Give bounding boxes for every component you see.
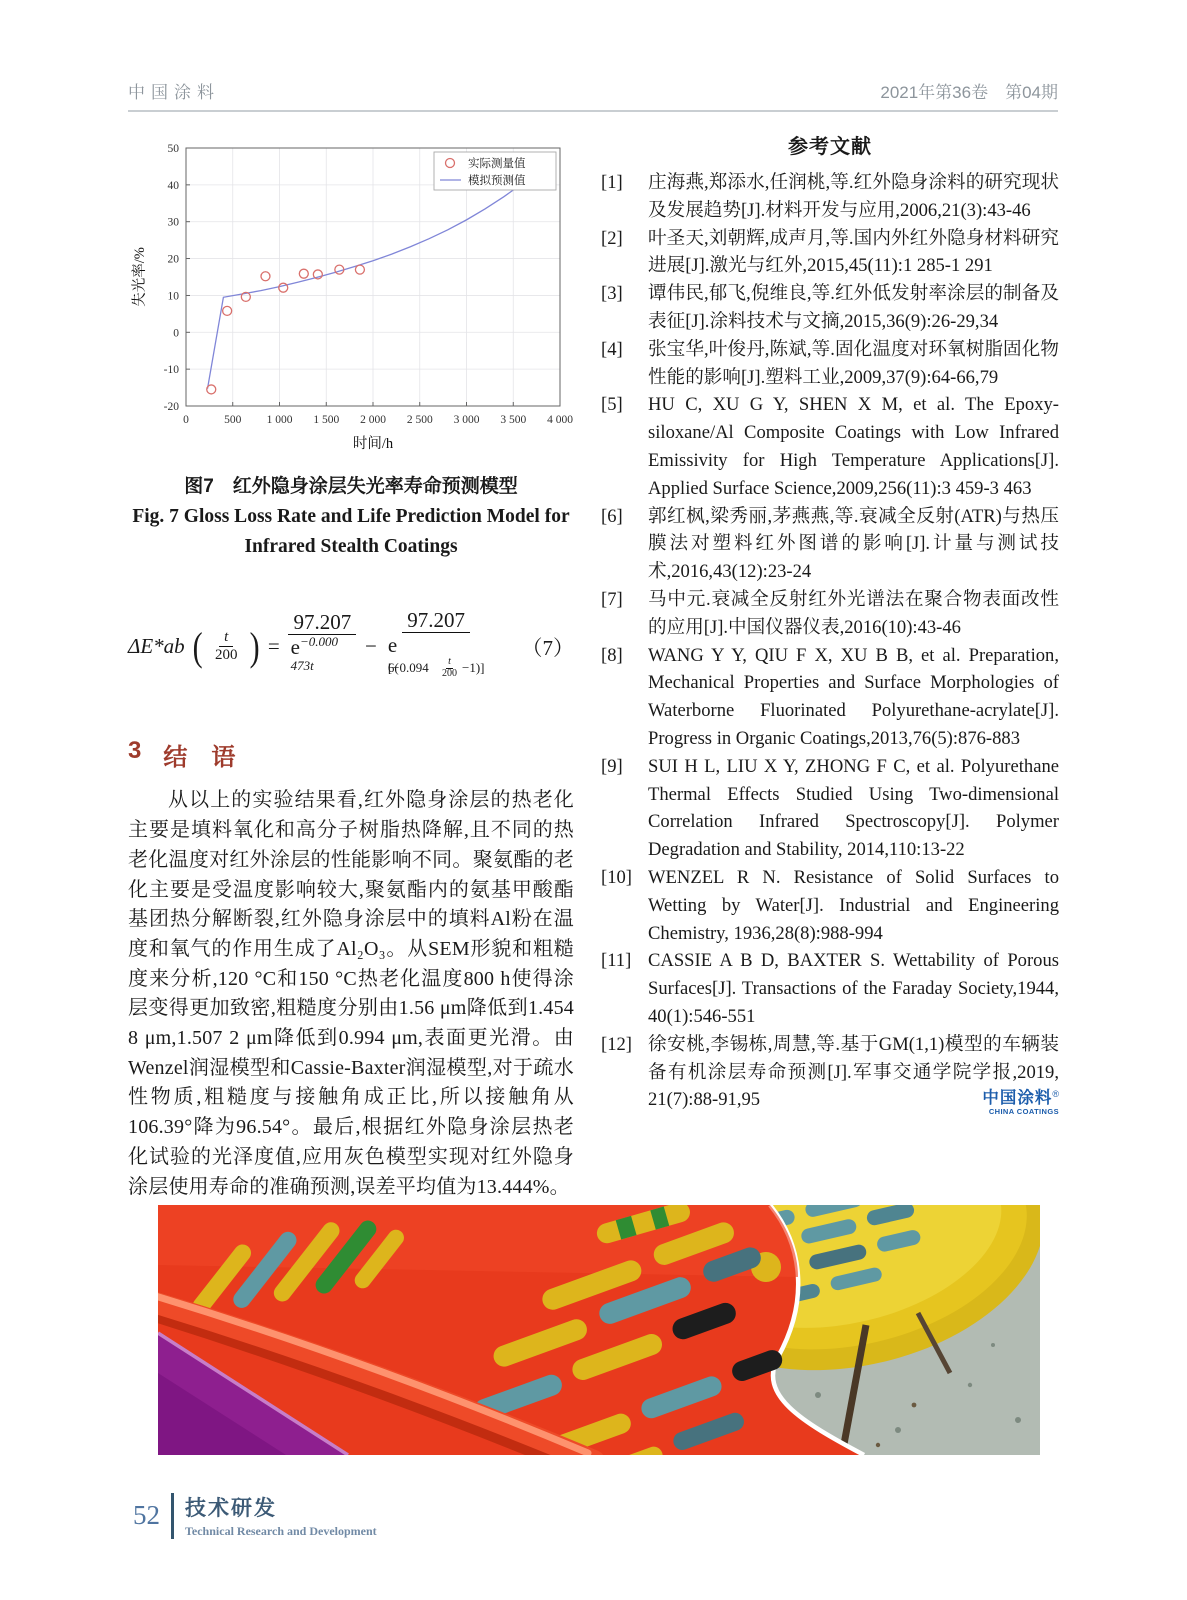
reference-item: [12] 徐安桃,李锡栋,周慧,等.基于GM(1,1)模型的车辆装备有机涂层寿命预测[J].军事交通学院学报,2019, 21(7):88-91,95 xyxy=(601,1033,1059,1111)
reference-item: [1] 庄海燕,郑添水,任润桃,等.红外隐身涂料的研究现状及发展趋势[J].材料开发与应用,2006,21(3):43-46 xyxy=(601,172,1059,221)
svg-text:40: 40 xyxy=(167,179,179,192)
logo-text-en: CHINA COATINGS xyxy=(988,1106,1059,1116)
equation-arg-fraction: $\frac{t}{200}$ xyxy=(214,628,238,664)
svg-text:-10: -10 xyxy=(163,364,179,377)
figure7-caption-en1: Fig. 7 Gloss Loss Rate and Life Prediction Model for xyxy=(132,506,570,527)
svg-text:1 500: 1 500 xyxy=(313,414,340,426)
figure7-caption-en2: Infrared Stealth Coatings xyxy=(244,536,458,557)
figure7-caption-zh: 图7 红外隐身涂层失光率寿命预测模型 xyxy=(184,476,518,497)
reference-item: [5] HU C, XU G Y, SHEN X M, et al. The Epoxy-siloxane/Al Composite Coatings with Low Infrared Emissivity for High Temperature Applications[J]. Applied Surface Science,2009,256(11):3 459-3 463 xyxy=(601,394,1059,499)
figure7-caption xyxy=(128,472,574,562)
journal-name: 中国涂料 xyxy=(128,83,220,102)
svg-text:0: 0 xyxy=(173,327,179,340)
svg-text:-20: -20 xyxy=(163,401,179,413)
page-number: 52 xyxy=(133,1500,160,1530)
svg-text:失光率/%: 失光率/% xyxy=(132,247,148,307)
equation-minus: − xyxy=(364,634,377,659)
page-footer xyxy=(133,1492,377,1539)
left-column xyxy=(128,136,574,1202)
conclusion-number: 3 xyxy=(128,737,142,765)
svg-text:4 000: 4 000 xyxy=(547,414,573,426)
svg-text:10: 10 xyxy=(167,290,179,303)
figure7-chart xyxy=(128,136,574,458)
equation-equals: = xyxy=(267,634,280,659)
reference-item: [2] 叶圣天,刘朝辉,成声月,等.国内外红外隐身材料研究进展[J].激光与红外,2015,45(11):1 285-1 291 xyxy=(601,227,1059,277)
conclusion-title: 结 语 xyxy=(163,744,236,772)
footer-divider xyxy=(171,1493,174,1539)
issue-info: 2021年第36卷 第04期 xyxy=(880,83,1058,102)
reference-item: [3] 谭伟民,郁飞,倪维良,等.红外低发射率涂层的制备及表征[J].涂料技术与文摘,2015,36(9):26-29,34 xyxy=(601,283,1059,332)
svg-text:30: 30 xyxy=(167,216,179,229)
chairs-photo xyxy=(158,1205,1040,1455)
logo-text-zh: 中国涂料 xyxy=(982,1089,1053,1107)
equation-7: ΔE*ab ( $\frac{t}{200}$ ) = $\frac{97.207}{e^{-0.000 473t}}$ − 97.207 e [−0.094 6( t 200 −1)] （7） xyxy=(128,608,574,685)
conclusion-paragraph: 从以上的实验结果看,红外隐身涂层的热老化主要是填料氧化和高分子树脂热降解,且不同的热老化温度对红外涂层的性能影响不同。聚氨酯的老化主要是受温度影响较大,聚氨酯内的氨基甲酸酯基团热分解断裂,红外隐身涂层中的填料Al粉在温度和氧气的作用生成了Al₂O₃。从SEM形貌和粗糙度来分析,120 °C和150 °C热老化温度800 h使得涂层变得更加致密,粗糙度分别由1.56 μm降低到1.454 8 μm,1.507 2 μm降低到0.994 μm,表面更光滑。由Wenzel润湿模型和Cassie-Baxter润湿模型,对于疏水性物质,粗糙度与接触角成正比,所以接触角从106.39°降为96.54°。最后,根据红外隐身涂层热老化试验的光泽度值,应用灰色模型实现对红外隐身涂层使用寿命的准确预测,误差平均值为13.444%。 xyxy=(128,789,574,1198)
reference-item: [9] SUI H L, LIU X Y, ZHONG F C, et al. Polyurethane Thermal Effects Studied Using Two-dimensional Correlation Infrared Spectroscopy[J]. Polymer Degradation and Stability, 2014,110:13-22 xyxy=(601,755,1059,861)
references-column xyxy=(601,130,1059,1114)
svg-text:500: 500 xyxy=(224,414,242,426)
chairs-photo-art xyxy=(158,1205,1040,1455)
logo-trademark: ® xyxy=(1052,1089,1059,1099)
reference-item: [7] 马中元.衰减全反射红外光谱法在聚合物表面改性的应用[J].中国仪器仪表,2016(10):43-46 xyxy=(601,588,1059,638)
reference-item: [10] WENZEL R N. Resistance of Solid Surfaces to Wetting by Water[J]. Industrial and Engineering Chemistry, 1936,28(8):988-994 xyxy=(601,866,1059,944)
equation-lhs: ΔE*ab xyxy=(128,634,185,659)
page-header xyxy=(128,78,1058,112)
reference-item: [8] WANG Y Y, QIU F X, XU B B, et al. Preparation, Mechanical Properties and Surface Morphologies of Waterborne Fluorinated Polyurethane-acrylate[J]. Progress in Organic Coatings,2013,76(5):876-883 xyxy=(601,644,1059,749)
gloss-chart-svg xyxy=(128,136,574,458)
svg-text:20: 20 xyxy=(167,253,179,266)
svg-text:3 000: 3 000 xyxy=(453,414,480,426)
reference-item: [4] 张宝华,叶俊丹,陈斌,等.固化温度对环氧树脂固化物性能的影响[J].塑料工业,2009,37(9):64-66,79 xyxy=(601,338,1059,388)
svg-text:2 000: 2 000 xyxy=(360,414,386,426)
svg-text:时间/h: 时间/h xyxy=(352,436,394,452)
reference-item: [6] 郭红枫,梁秀丽,茅燕燕,等.衰减全反射(ATR)与热压膜法对塑料红外图谱的影响[J].计量与测试技术,2016,43(12):23-24 xyxy=(601,505,1059,583)
equation-number: （7） xyxy=(521,635,574,660)
footer-section-zh: 技术研发 xyxy=(185,1497,277,1520)
equation-fraction-1: $\frac{97.207}{e^{-0.000 473t}}$ xyxy=(286,610,359,683)
china-coatings-logo xyxy=(967,1090,1059,1116)
footer-section-en: Technical Research and Development xyxy=(185,1524,377,1538)
svg-text:1 000: 1 000 xyxy=(266,414,293,426)
references-heading: 参考文献 xyxy=(788,136,872,158)
conclusion-heading xyxy=(128,737,574,772)
svg-text:3 500: 3 500 xyxy=(500,414,527,426)
svg-text:实际测量值: 实际测量值 xyxy=(468,158,526,170)
svg-text:模拟预测值: 模拟预测值 xyxy=(468,175,526,187)
svg-text:50: 50 xyxy=(167,143,179,155)
reference-item: [11] CASSIE A B D, BAXTER S. Wettability of Porous Surfaces[J]. Transactions of the Faraday Society,1944, 40(1):546-551 xyxy=(601,950,1059,1027)
equation-fraction-2: 97.207 e [−0.094 6( t 200 −1)] xyxy=(387,608,485,679)
svg-text:0: 0 xyxy=(183,414,189,426)
svg-text:2 500: 2 500 xyxy=(406,414,433,426)
